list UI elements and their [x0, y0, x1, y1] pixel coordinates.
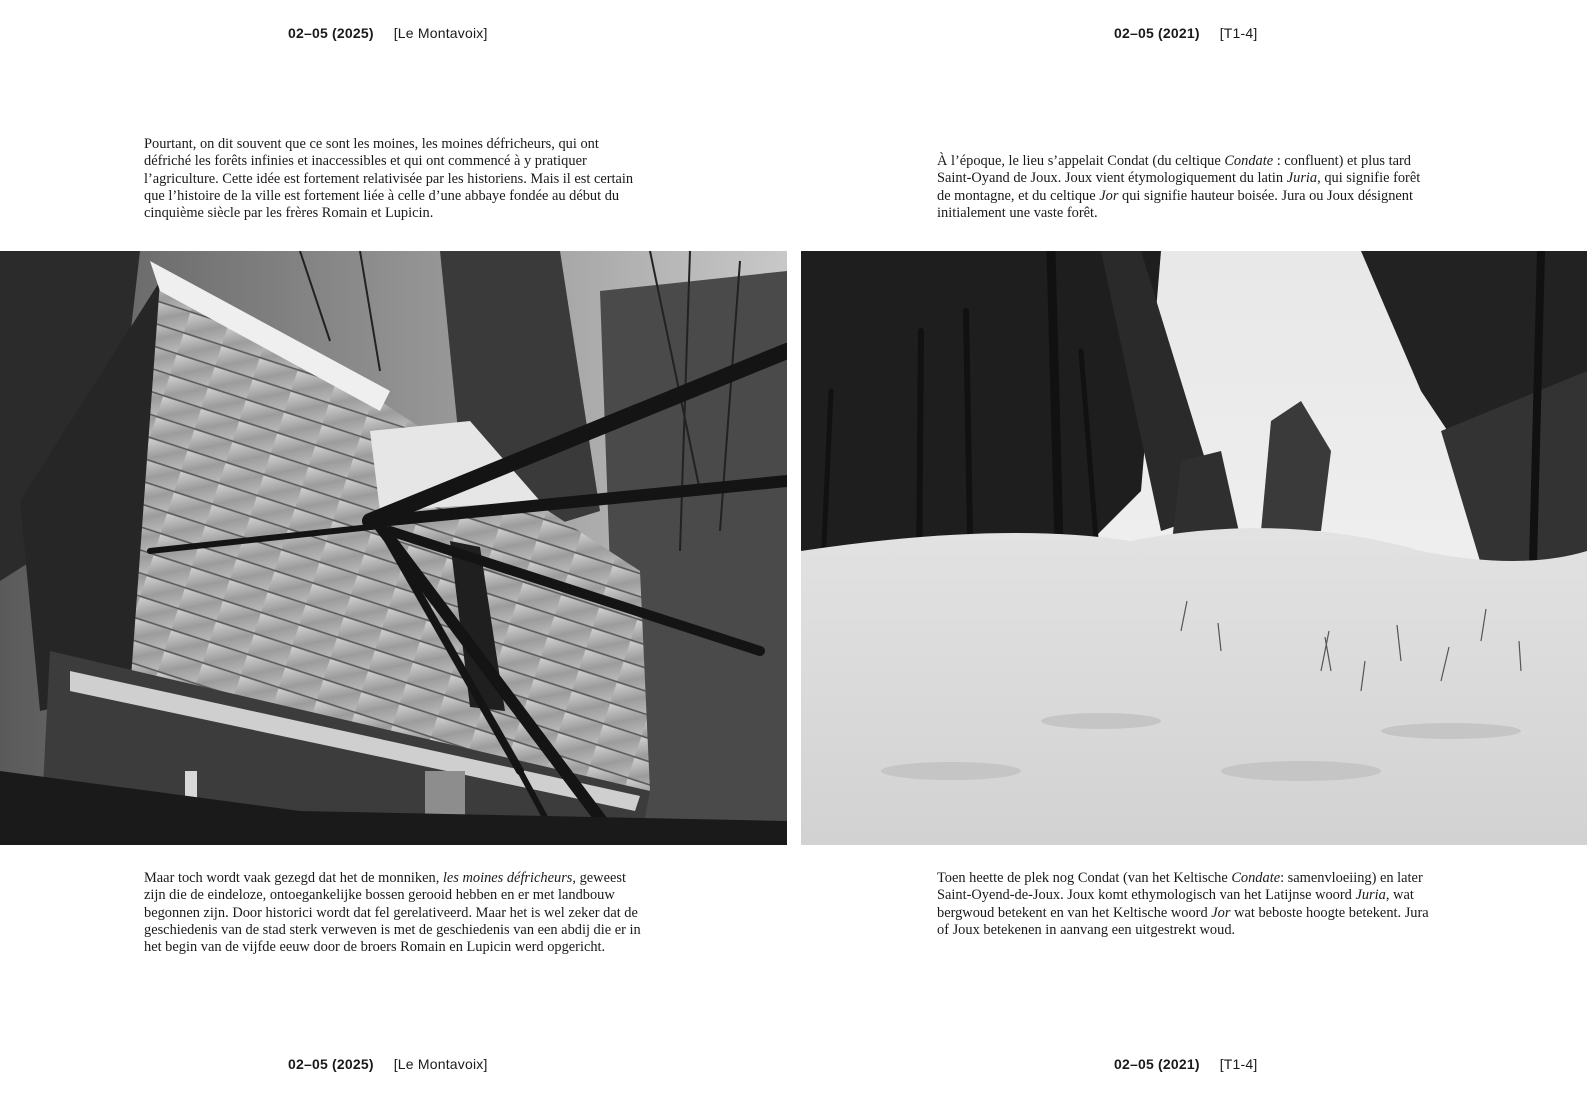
- left-page: [0, 0, 793, 1096]
- page-tag: [T1-4]: [1219, 1056, 1258, 1072]
- page-footer: [288, 1056, 488, 1072]
- page-code: 02–05 (2025): [288, 1056, 374, 1072]
- page-code: 02–05 (2021): [1114, 25, 1200, 41]
- photo-wooden-cabin-fallen-tree-icon: [0, 251, 787, 845]
- page-tag: [Le Montavoix]: [393, 1056, 488, 1072]
- photo-snowy-forest-slope-icon: [801, 251, 1587, 845]
- page-header: [288, 25, 488, 41]
- page-footer: [1114, 1056, 1257, 1072]
- page-code: 02–05 (2025): [288, 25, 374, 41]
- page-header: [1114, 25, 1257, 41]
- paragraph-french: À l’époque, le lieu s’appelait Condat (du celtique Condate : confluent) et plus tard Saint-Oyand de Joux. Joux vient étymologiquement du latin Juria, qui signifie forêt de montagne, et du celtique Jor qui signifie hauteur boisée. Jura ou Joux désignent initialement une vaste forêt.: [937, 153, 1421, 221]
- page-tag: [T1-4]: [1219, 25, 1258, 41]
- paragraph-french: Pourtant, on dit souvent que ce sont les moines, les moines défricheurs, qui ont défriché les forêts infinies et inaccessibles et qui ont commencé à y pratiquer l’agriculture. Cette idée est fortement relativisée par les historiens. Mais il est certain que l’histoire de la ville est fortement liée à celle d’une abbaye fondée au début du cinquième siècle par les frères Romain et Lupicin.: [144, 136, 634, 222]
- paragraph-dutch: Toen heette de plek nog Condat (van het Keltische Condate: samenvloeiing) en later Saint-Oyend-de-Joux. Joux komt ethymologisch van het Latijnse woord Juria, wat bergwoud betekent en van het Keltische woord Jor wat beboste hoogte betekent. Jura of Joux betekenen in aanvang een uitgestrekt woud.: [937, 870, 1429, 938]
- forest-photo-svg: [801, 251, 1587, 845]
- right-page: [794, 0, 1587, 1096]
- page-code: 02–05 (2021): [1114, 1056, 1200, 1072]
- cabin-photo-svg: [0, 251, 787, 845]
- paragraph-dutch: Maar toch wordt vaak gezegd dat het de monniken, les moines défricheurs, geweest zijn die de eindeloze, ontoegankelijke bossen gerooid hebben en er met landbouw begonnen zijn. Door historici wordt dat fel gerelativeerd. Maar het is wel zeker dat de geschiedenis van de stad sterk verweven is met de geschiedenis van een abdij die er in het begin van de vijfde eeuw door de broers Romain en Lupicin werd opgericht.: [144, 870, 641, 956]
- page-tag: [Le Montavoix]: [393, 25, 488, 41]
